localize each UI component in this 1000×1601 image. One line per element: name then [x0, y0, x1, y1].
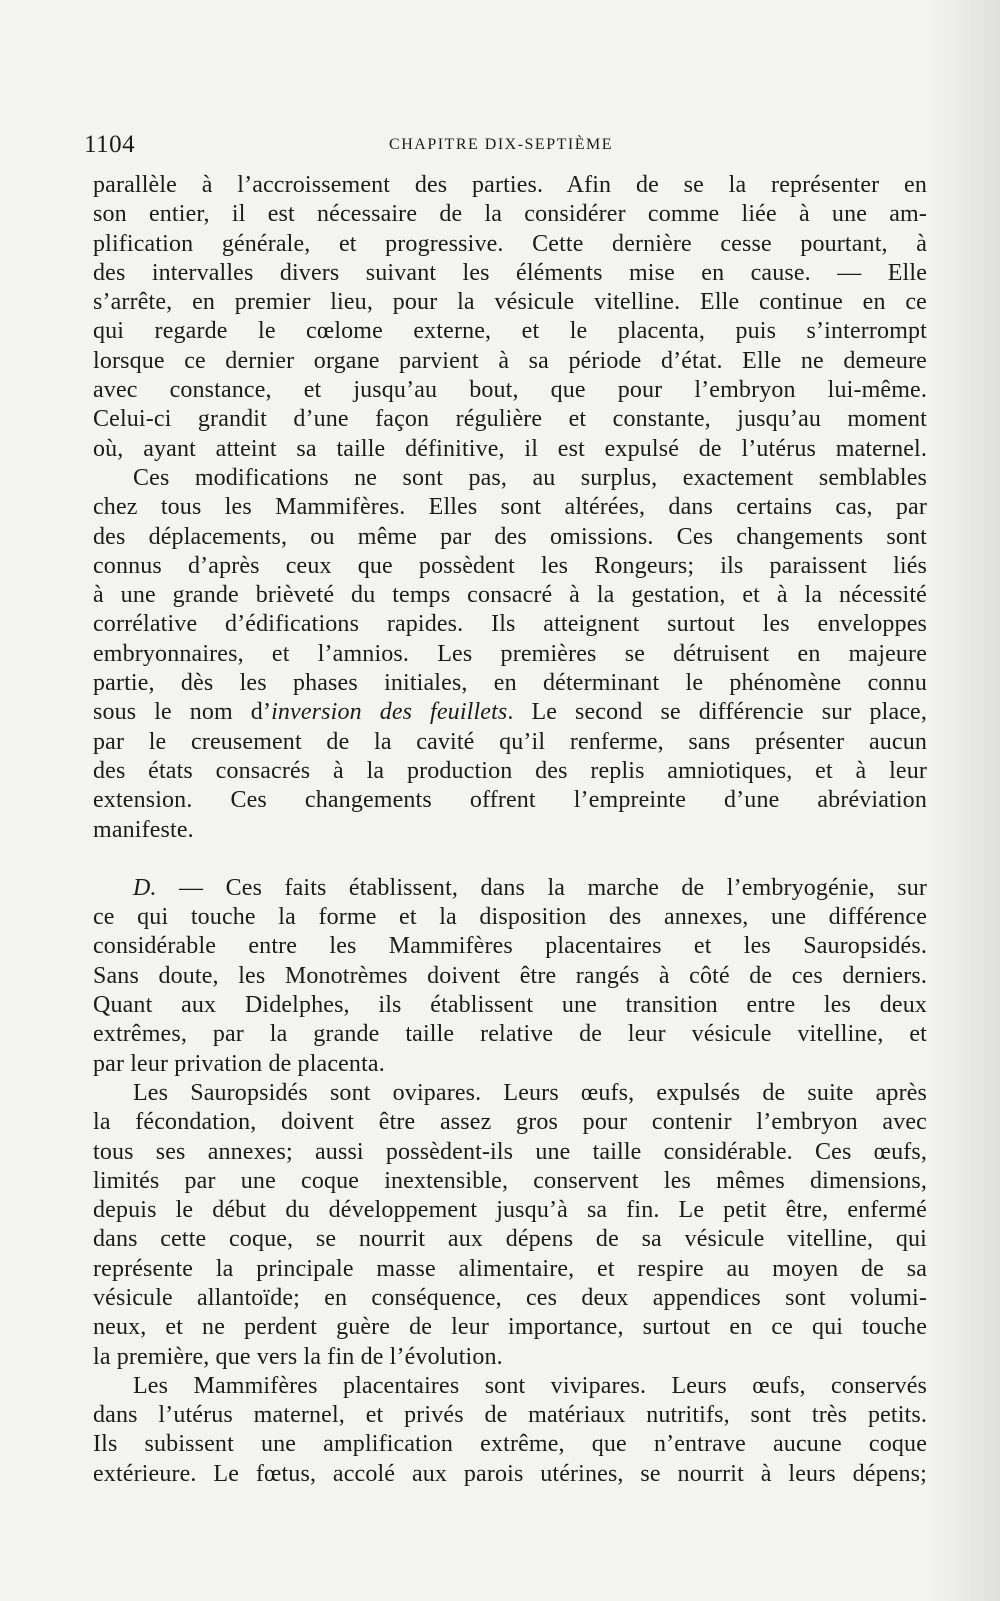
text-line: connus d’après ceux que possèdent les Rongeurs; ils paraissent liés	[93, 552, 927, 579]
paragraph-1	[93, 171, 927, 464]
text-line: Les Mammifères placentaires sont vivipares. Leurs œufs, conservés	[133, 1372, 927, 1399]
paragraph-4	[93, 1079, 927, 1372]
paragraph-2	[93, 464, 927, 845]
text-line: Sans doute, les Monotrèmes doivent être rangés à côté de ces derniers.	[93, 962, 927, 989]
page-edge-shadow	[930, 0, 1000, 1601]
page-number: 1104	[84, 131, 136, 158]
text-line: partie, dès les phases initiales, en déterminant le phénomène connu	[93, 670, 927, 697]
text-line: embryonnaires, et l’amnios. Les premières se détruisent en majeure	[93, 640, 927, 667]
text-line: lorsque ce dernier organe parvient à sa période d’état. Elle ne demeure	[93, 347, 927, 374]
text-line: représente la principale masse alimentaire, et respire au moyen de sa	[93, 1255, 927, 1282]
text-line: corrélative d’édifications rapides. Ils atteignent surtout les enveloppes	[93, 611, 927, 638]
section-label: D.	[133, 874, 157, 901]
text-line: extérieure. Le fœtus, accolé aux parois utérines, se nourrit à leurs dépens;	[93, 1460, 927, 1487]
text-line: des états consacrés à la production des replis amniotiques, et à leur	[93, 757, 927, 784]
italic-term: inversion des feuillets	[271, 699, 508, 726]
paragraph-5	[93, 1372, 927, 1489]
text-line: extension. Ces changements offrent l’empreinte d’une abréviation	[93, 787, 927, 814]
text-line: des intervalles divers suivant les éléments mise en cause. — Elle	[93, 259, 927, 286]
text-line: depuis le début du développement jusqu’à sa fin. Le petit être, enfermé	[93, 1197, 927, 1224]
paragraph-3	[93, 874, 927, 1079]
text-line: Ils subissent une amplification extrême, que n’entrave aucune coque	[93, 1431, 927, 1458]
text-line: extrêmes, par la grande taille relative de leur vésicule vitelline, et	[93, 1021, 927, 1048]
text-line: Ces modifications ne sont pas, au surplus, exactement semblables	[133, 464, 927, 491]
text-line: des déplacements, ou même par des omissions. Ces changements sont	[93, 523, 927, 550]
text-line: à une grande brièveté du temps consacré à la gestation, et à la nécessité	[93, 582, 927, 609]
text-line: vésicule allantoïde; en conséquence, ces deux appendices sont volumi-	[93, 1284, 927, 1311]
text-line: Quant aux Didelphes, ils établissent une transition entre les deux	[93, 992, 927, 1019]
text-line: limités par une coque inextensible, conservent les mêmes dimensions,	[93, 1167, 927, 1194]
page-header	[84, 128, 918, 162]
body-text	[93, 171, 927, 1489]
text-line: plification générale, et progressive. Cette dernière cesse pourtant, à	[93, 230, 927, 257]
text-line: avec constance, et jusqu’au bout, que pour l’embryon lui-même.	[93, 377, 927, 404]
text-segment: — Ces faits établissent, dans la marche de l’embryogénie, sur	[156, 874, 927, 901]
text-line: Les Sauropsidés sont ovipares. Leurs œufs, expulsés de suite après	[133, 1079, 927, 1106]
text-line: manifeste.	[93, 816, 194, 843]
text-line: Celui-ci grandit d’une façon régulière et constante, jusqu’au moment	[93, 406, 927, 433]
text-segment: sous le nom d’	[93, 699, 272, 726]
text-line: neux, et ne perdent guère de leur importance, surtout en ce qui touche	[93, 1314, 927, 1341]
text-line: la première, que vers la fin de l’évolution.	[93, 1343, 503, 1370]
text-line-with-italic	[93, 698, 927, 727]
text-line: la fécondation, doivent être assez gros pour contenir l’embryon avec	[93, 1109, 927, 1136]
text-line: considérable entre les Mammifères placentaires et les Sauropsidés.	[93, 933, 927, 960]
section-gap	[93, 845, 927, 874]
text-line: s’arrête, en premier lieu, pour la vésicule vitelline. Elle continue en ce	[93, 289, 927, 316]
text-line: par leur privation de placenta.	[93, 1050, 385, 1077]
text-line: dans cette coque, se nourrit aux dépens de sa vésicule vitelline, qui	[93, 1226, 927, 1253]
text-line: qui regarde le cœlome externe, et le placenta, puis s’interrompt	[93, 318, 927, 345]
running-title: CHAPITRE DIX-SEPTIÈME	[389, 136, 613, 153]
text-segment: . Le second se différencie sur place,	[507, 699, 928, 726]
text-line-with-label	[93, 874, 927, 903]
text-line: où, ayant atteint sa taille définitive, il est expulsé de l’utérus maternel.	[93, 435, 927, 462]
text-line: par le creusement de la cavité qu’il renferme, sans présenter aucun	[93, 728, 927, 755]
text-line: parallèle à l’accroissement des parties. Afin de se la représenter en	[93, 172, 927, 198]
text-line: tous ses annexes; aussi possèdent-ils une taille considérable. Ces œufs,	[93, 1138, 927, 1165]
text-line: dans l’utérus maternel, et privés de matériaux nutritifs, sont très petits.	[93, 1402, 927, 1429]
text-line: chez tous les Mammifères. Elles sont altérées, dans certains cas, par	[93, 494, 927, 521]
text-line: ce qui touche la forme et la disposition des annexes, une différence	[93, 904, 927, 931]
text-line: son entier, il est nécessaire de la considérer comme liée à une am-	[93, 201, 927, 228]
